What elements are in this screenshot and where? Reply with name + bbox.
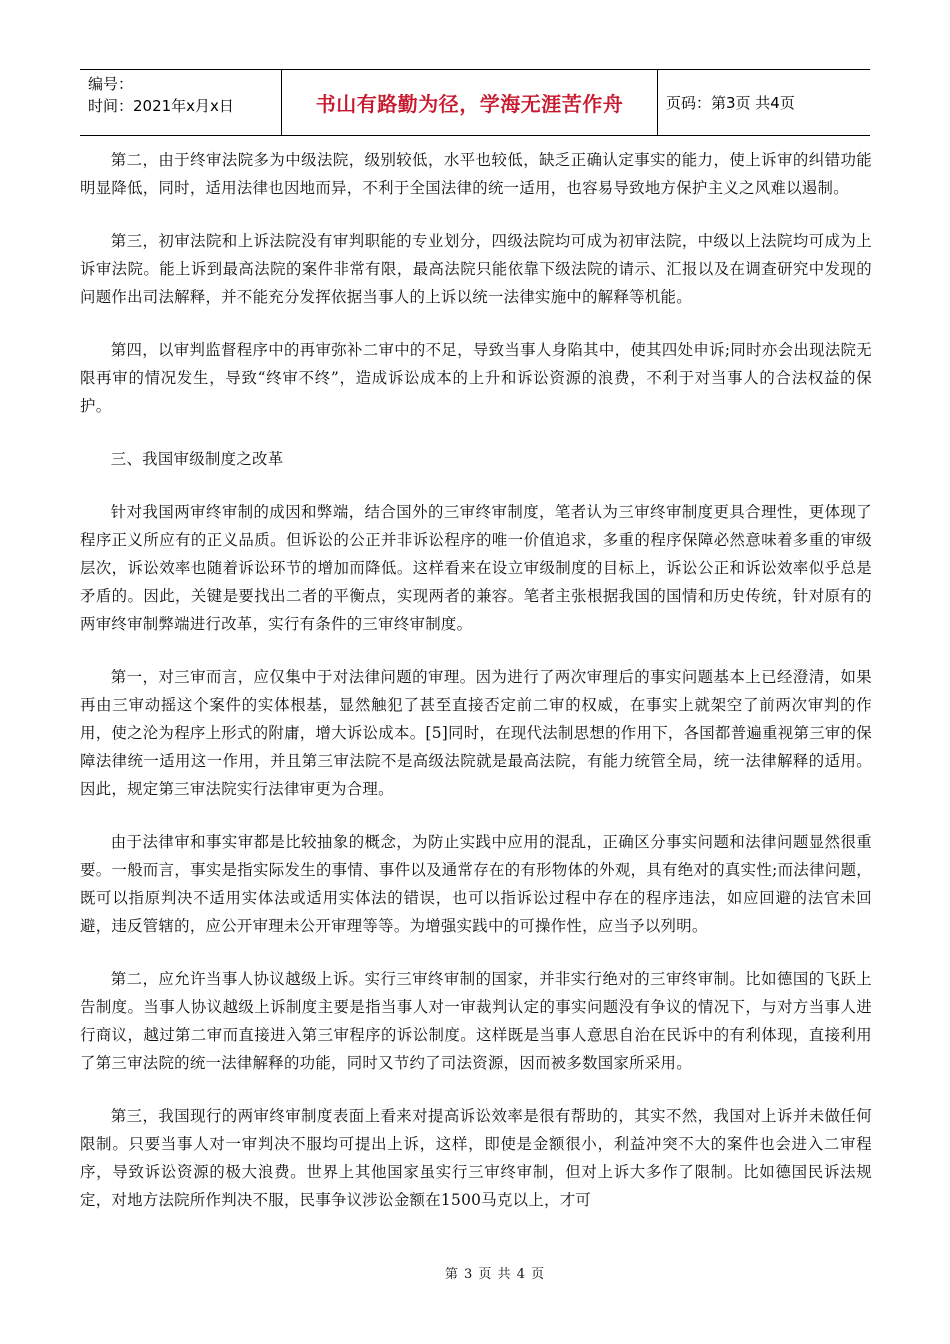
- page-footer: [0, 1263, 950, 1282]
- header-motto: 书山有路勤为径，学海无涯苦作舟: [282, 70, 658, 135]
- document-body: [80, 146, 872, 1214]
- section-heading: 三、我国审级制度之改革: [110, 450, 284, 468]
- paragraph: 第二，由于终审法院多为中级法院，级别较低，水平也较低，缺乏正确认定事实的能力，使上诉审的纠错功能明显降低，同时，适用法律也因地而异，不利于全国法律的统一适用，也容易导致地方保护主义之风难以遏制。: [80, 151, 872, 197]
- paragraph: 第四，以审判监督程序中的再审弥补二审中的不足，导致当事人身陷其中，使其四处申诉;同时亦会出现法院无限再审的情况发生，导致“终审不终”，造成诉讼成本的上升和诉讼资源的浪费，不利于对当事人的合法权益的保护。: [80, 341, 872, 415]
- paragraph: 由于法律审和事实审都是比较抽象的概念，为防止实践中应用的混乱，正确区分事实问题和法律问题显然很重要。一般而言，事实是指实际发生的事情、事件以及通常存在的有形物体的外观，具有绝对的真实性;而法律问题，既可以指原判决不适用实体法或适用实体法的错误，也可以指诉讼过程中存在的程序违法，如应回避的法官未回避，违反管辖的，应公开审理未公开审理等等。为增强实践中的可操作性，应当予以列明。: [80, 833, 872, 935]
- time-label: 时间：2021年x月x日: [88, 97, 234, 115]
- header-meta: [80, 70, 282, 135]
- paragraph: 第三，初审法院和上诉法院没有审判职能的专业划分，四级法院均可成为初审法院，中级以上法院均可成为上诉审法院。能上诉到最高法院的案件非常有限，最高法院只能依靠下级法院的请示、汇报以及在调查研究中发现的问题作出司法解释，并不能充分发挥依据当事人的上诉以统一法律实施中的解释等机能。: [80, 232, 872, 306]
- paragraph: 针对我国两审终审制的成因和弊端，结合国外的三审终审制度，笔者认为三审终审制度更具合理性，更体现了程序正义所应有的正义品质。但诉讼的公正并非诉讼程序的唯一价值追求，多重的程序保障必然意味着多重的审级层次，诉讼效率也随着诉讼环节的增加而降低。这样看来在设立审级制度的目标上，诉讼公正和诉讼效率似乎总是矛盾的。因此，关键是要找出二者的平衡点，实现两者的兼容。笔者主张根据我国的国情和历史传统，针对原有的两审终审制弊端进行改革，实行有条件的三审终审制度。: [80, 503, 872, 633]
- header-page-label: 页码：第3页 共4页: [666, 94, 795, 112]
- paragraph: 第二，应允许当事人协议越级上诉。实行三审终审制的国家，并非实行绝对的三审终审制。比如德国的飞跃上告制度。当事人协议越级上诉制度主要是指当事人对一审裁判认定的事实问题没有争议的情况下，与对方当事人进行商议，越过第二审而直接进入第三审程序的诉讼制度。这样既是当事人意思自治在民诉中的有利体现，直接利用了第三审法院的统一法律解释的功能，同时又节约了司法资源，因而被多数国家所采用。: [80, 970, 872, 1072]
- paragraph: 第一，对三审而言，应仅集中于对法律问题的审理。因为进行了两次审理后的事实问题基本上已经澄清，如果再由三审动摇这个案件的实体根基，显然触犯了甚至直接否定前二审的权威，在事实上就架空了前两次审判的作用，使之沦为程序上形式的附庸，增大诉讼成本。[5]同时，在现代法制思想的作用下，各国都普遍重视第三审的保障法律统一适用这一作用，并且第三审法院不是高级法院就是最高法院，有能力统管全局，统一法律解释的适用。因此，规定第三审法院实行法律审更为合理。: [80, 668, 872, 798]
- document-header: [80, 69, 870, 136]
- number-label: 编号：: [88, 75, 134, 93]
- footer-page-number: 第 3 页 共 4 页: [444, 1267, 546, 1282]
- paragraph: 第三，我国现行的两审终审制度表面上看来对提高诉讼效率是很有帮助的，其实不然，我国对上诉并未做任何限制。只要当事人对一审判决不服均可提出上诉，这样，即使是金额很小，利益冲突不大的案件也会进入二审程序，导致诉讼资源的极大浪费。世界上其他国家虽实行三审终审制，但对上诉大多作了限制。比如德国民诉法规定，对地方法院所作判决不服，民事争议涉讼金额在1500马克以上，才可: [80, 1107, 872, 1209]
